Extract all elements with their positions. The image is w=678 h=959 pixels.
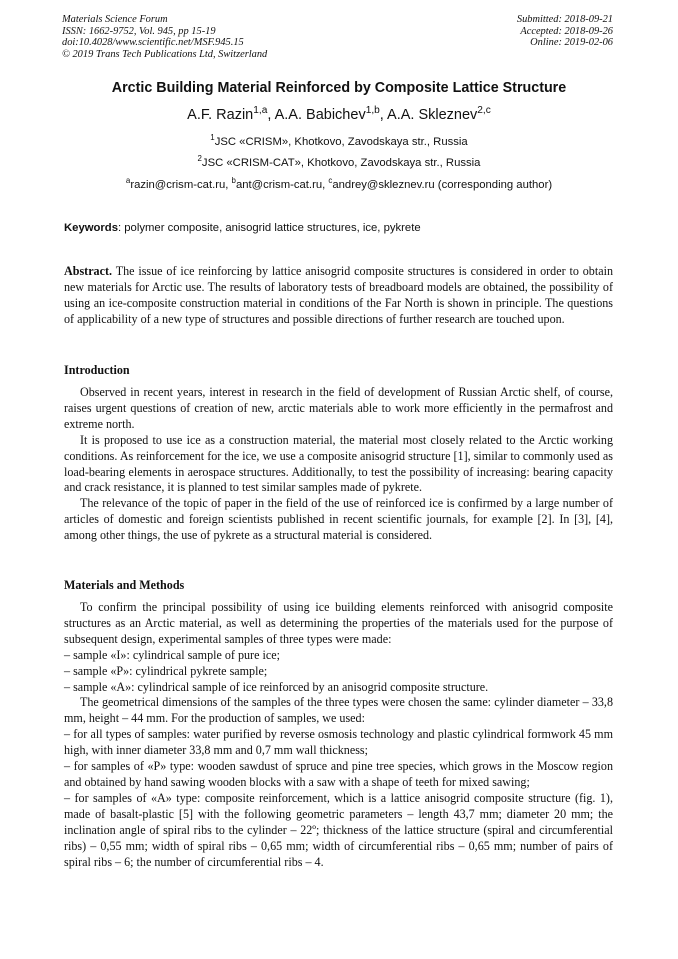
paper-title: Arctic Building Material Reinforced by Composite Lattice Structure xyxy=(111,80,567,96)
affiliation-marker: 1 xyxy=(210,133,215,143)
paragraph: It is proposed to use ice as a construction material, the material most closely related to the Arctic working conditions. As reinforcement for the ice, we use a composite anisogrid structure [1], similar to commonly used as load-bearing elements in aerospace structures. Additionally, to test the possibility of increasing: bearing capacity and crack resistance, it is planned to test similar samples made of pykrete. xyxy=(64,432,613,495)
accepted-date: Accepted: 2018-09-26 xyxy=(520,25,613,37)
journal-header xyxy=(62,14,267,60)
author-affiliation-marker: 1,b xyxy=(365,105,380,117)
author-list: A.F. Razin$^{1,a}$, A.A. Babichev$^{1,b}$, A.A. Skleznev$^{2,c}$ xyxy=(187,105,491,123)
author-affiliation-marker: 1,a xyxy=(253,105,268,117)
keywords xyxy=(64,222,421,234)
abstract-label: Abstract. xyxy=(64,264,113,278)
affiliation-marker: 2 xyxy=(197,154,202,164)
paragraph: The relevance of the topic of paper in the field of the use of reinforced ice is confirmed by a large number of articles of domestic and foreign scientists published in recent scientific journals, for example [2]. In [3], [4], among other things, the use of pykrete as a structural material is considered. xyxy=(64,496,613,543)
paragraph: The geometrical dimensions of the samples of the three types were chosen the same: cylinder diameter – 33,8 mm, height – 44 mm. For the production of samples, we used: xyxy=(64,695,613,726)
methods-heading: Materials and Methods xyxy=(64,578,185,592)
affiliation-text: JSC «CRISM», Khotkovo, Zavodskaya str., Russia xyxy=(214,136,468,148)
copyright-line: © 2019 Trans Tech Publications Ltd, Switzerland xyxy=(62,48,268,60)
sample-item: – sample «P»: cylindrical pykrete sample; xyxy=(64,663,268,678)
keywords-text: : polymer composite, anisogrid lattice structures, ice, pykrete xyxy=(118,222,421,234)
dates-header xyxy=(517,14,613,49)
author-name: A.A. Skleznev xyxy=(387,107,478,123)
material-item: – for samples of «P» type: wooden sawdust of spruce and pine tree species, which grows in the Moscow region and obtained by hand sawing wooden blocks with a saw with a shape of teeth for mixed sawing; xyxy=(64,759,613,789)
paragraph: To confirm the principal possibility of using ice building elements reinforced with anisogrid composite structures as an Arctic material, as well as determining the properties of the materials used for the purpose of subsequent design, experimental samples of three types were made: xyxy=(64,600,613,646)
material-item: – for all types of samples: water purified by reverse osmosis technology and plastic cylindrical formwork 45 mm high, with inner diameter 33,8 mm and 0,7 mm wall thickness; xyxy=(64,727,613,758)
email-marker: c xyxy=(328,176,333,186)
abstract-text: The issue of ice reinforcing by lattice anisogrid composite structures is considered in order to obtain new materials for Arctic use. The results of laboratory tests of breadboard models are obtained, the possibility of using an ice-composite construction material in conditions of the Far North is shown in principle. The questions of applicability of a new type of structures and possible directions of further research are touched upon. xyxy=(64,264,613,326)
affiliation-2 xyxy=(0,154,678,169)
introduction-heading: Introduction xyxy=(64,363,130,377)
affiliation-1 xyxy=(0,133,678,148)
email-address[interactable]: razin@crism-cat.ru xyxy=(130,179,226,191)
keywords-label: Keywords xyxy=(64,222,118,234)
methods-body xyxy=(64,600,613,870)
abstract xyxy=(64,264,613,328)
sample-item: – sample «A»: cylindrical sample of ice reinforced by an anisogrid composite structure. xyxy=(64,679,489,694)
email-marker: b xyxy=(231,176,236,186)
introduction-body xyxy=(64,385,613,544)
sample-item: – sample «I»: cylindrical sample of pure ice; xyxy=(64,647,280,662)
journal-name: Materials Science Forum xyxy=(62,14,168,25)
affiliation-text: JSC «CRISM-CAT», Khotkovo, Zavodskaya str., Russia xyxy=(201,157,481,169)
email-address[interactable]: ant@crism-cat.ru xyxy=(235,179,323,191)
doi-line[interactable]: doi:10.4028/www.scientific.net/MSF.945.15 xyxy=(62,37,244,49)
email-marker: a xyxy=(125,176,131,186)
submitted-date: Submitted: 2018-09-21 xyxy=(516,14,613,25)
online-date: Online: 2019-02-06 xyxy=(530,37,613,49)
material-item: – for samples of «A» type: composite reinforcement, which is a lattice anisogrid composite structure (fig. 1), made of basalt-plastic [5] with the following geometric parameters – length 43,7 mm; diameter 20 mm; the inclination angle of spiral ribs to the cylinder – 22º; thickness of the lattice structure (spiral and circumferential ribs) – 0,55 mm; width of spiral ribs – 0,65 mm; width of circumferential ribs – 0,65 mm; number of pairs of spiral ribs – 6; the number of circumferential ribs – 4. xyxy=(64,790,613,869)
issn-line: ISSN: 1662-9752, Vol. 945, pp 15-19 xyxy=(62,25,216,37)
author-name: A.A. Babichev xyxy=(274,107,366,123)
paragraph: Observed in recent years, interest in research in the field of development of Russian Arctic shelf, of course, raises urgent questions of creation of new, arctic materials able to work more efficiently in the permafrost and extreme north. xyxy=(64,385,613,431)
author-name: A.F. Razin xyxy=(187,107,254,123)
author-affiliation-marker: 2,c xyxy=(477,105,491,117)
email-line: $^a$razin@crism-cat.ru, $^b$ant@crism-cat.ru, $^c$andrey@skleznev.ru (corresponding author) xyxy=(125,176,553,191)
email-address[interactable]: andrey@skleznev.ru (corresponding author) xyxy=(332,179,553,191)
